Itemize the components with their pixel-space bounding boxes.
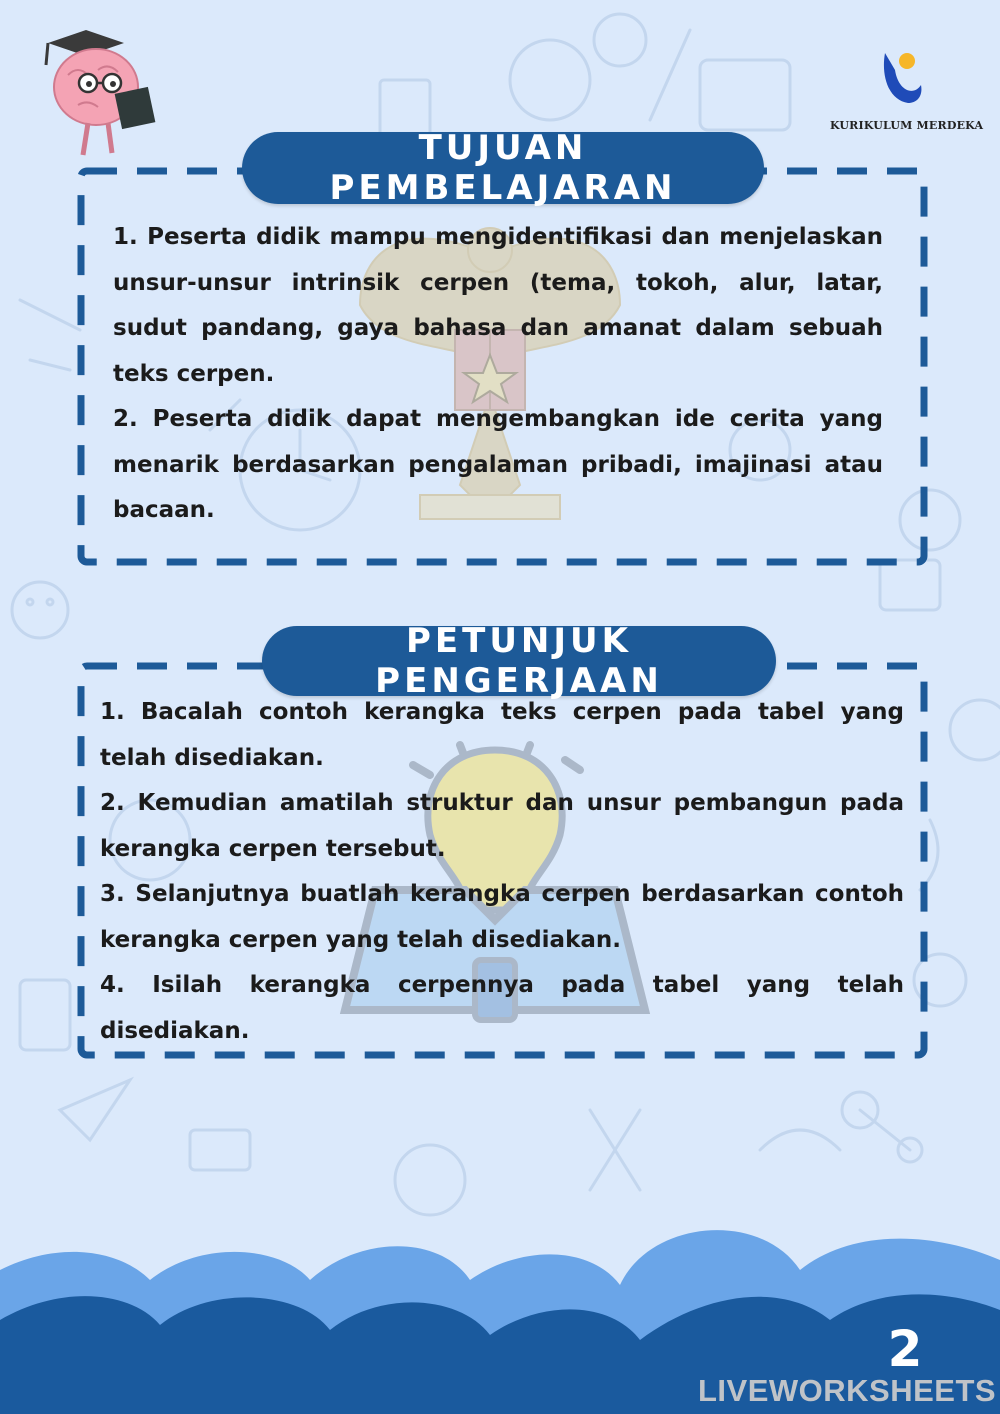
tujuan-title: TUJUAN PEMBELAJARAN: [242, 132, 764, 204]
petunjuk-item-1: 1. Bacalah contoh kerangka teks cerpen pada tabel yang telah disediakan.: [100, 699, 904, 771]
tujuan-item-1: 1. Peserta didik mampu mengidentifikasi dan menjelaskan unsur-unsur intrinsik cerpen (tema, tokoh, alur, latar, sudut pandang, gaya bahasa dan amanat dalam sebuah teks cerpen.: [113, 224, 883, 387]
brain-mascot-icon: [38, 25, 168, 165]
petunjuk-title: PETUNJUK PENGERJAAN: [262, 626, 776, 696]
petunjuk-item-3: 3. Selanjutnya buatlah kerangka cerpen berdasarkan contoh kerangka cerpen yang telah disediakan.: [100, 881, 904, 953]
page-number: 2: [887, 1320, 923, 1378]
liveworksheets-watermark: [692, 1373, 997, 1409]
logo-caption: KURIKULUM MERDEKA: [830, 119, 984, 132]
petunjuk-item-2: 2. Kemudian amatilah struktur dan unsur pembangun pada kerangka cerpen tersebut.: [100, 790, 904, 862]
petunjuk-content: [100, 690, 904, 1054]
tujuan-item-2: 2. Peserta didik dapat mengembangkan ide cerita yang menarik berdasarkan pengalaman pribadi, imajinasi atau bacaan.: [113, 406, 883, 523]
liveworksheets-text: LIVEWORKSHEETS: [698, 1373, 997, 1408]
petunjuk-item-4: 4. Isilah kerangka cerpennya pada tabel yang telah disediakan.: [100, 972, 904, 1044]
kurikulum-merdeka-logo-icon: [873, 45, 933, 115]
tujuan-content: [113, 215, 883, 534]
